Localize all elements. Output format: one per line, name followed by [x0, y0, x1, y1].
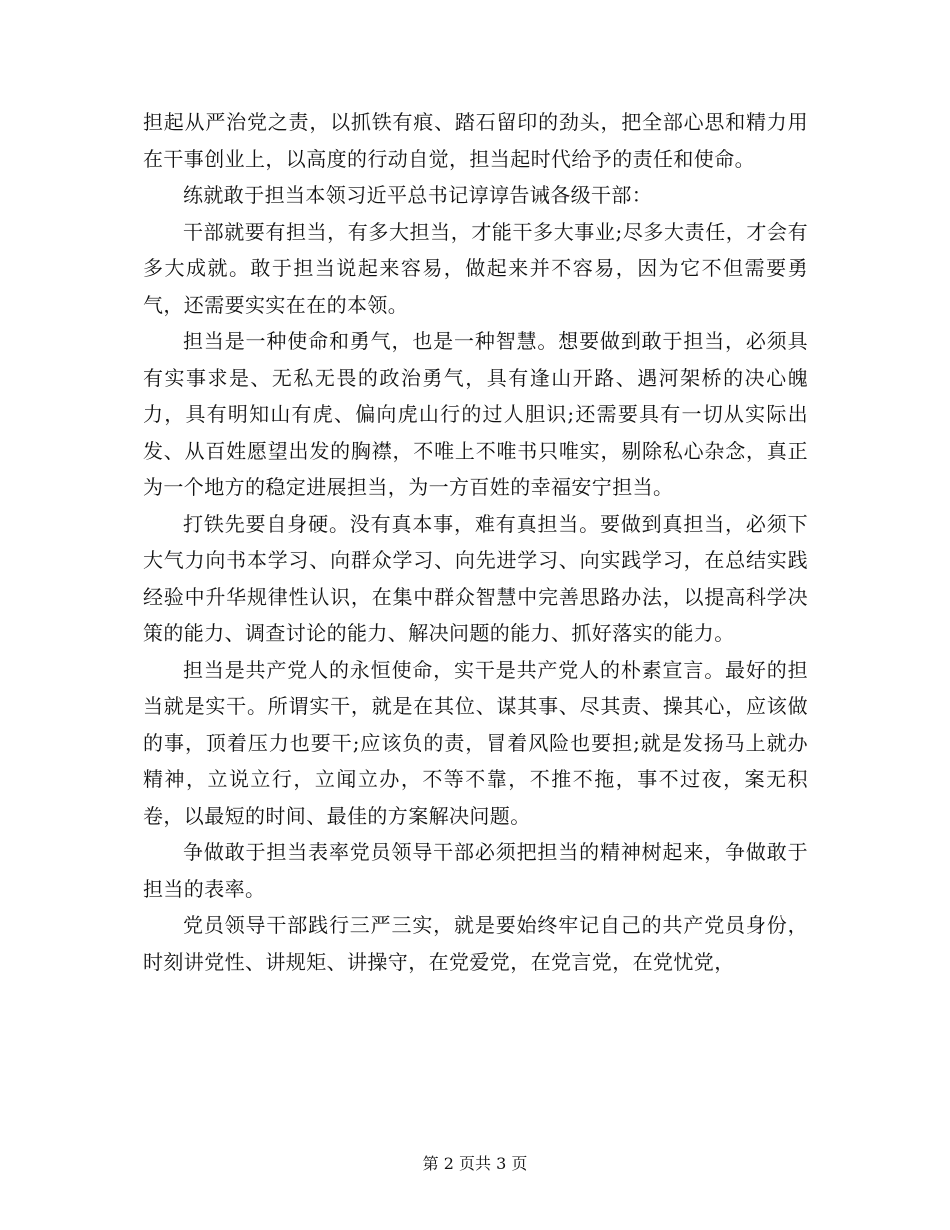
paragraph: 担当是一种使命和勇气，也是一种智慧。想要做到敢于担当，必须具有实事求是、无私无畏的政治勇气，具有逢山开路、遇河架桥的决心魄力，具有明知山有虎、偏向虎山行的过人胆识;还需要具有一切从实际出发、从百姓愿望出发的胸襟，不唯上不唯书只唯实，剔除私心杂念，真正为一个地方的稳定进展担当，为一方百姓的幸福安宁担当。 — [143, 329, 808, 499]
document-body — [143, 104, 808, 980]
paragraph-heading-ability: 练就敢于担当本领习近平总书记谆谆告诫各级干部： — [183, 183, 653, 207]
paragraph-heading-exemplar: 争做敢于担当表率党员领导干部必须把担当的精神树起来，争做敢于担当的表率。 — [143, 840, 808, 901]
paragraph: 干部就要有担当，有多大担当，才能干多大事业;尽多大责任，才会有多大成就。敢于担当说起来容易，做起来并不容易，因为它不但需要勇气，还需要实实在在的本领。 — [143, 219, 808, 317]
paragraph: 担当是共产党人的永恒使命，实干是共产党人的朴素宣言。最好的担当就是实干。所谓实干，就是在其位、谋其事、尽其责、操其心，应该做的事，顶着压力也要干;应该负的责，冒着风险也要担;就是发扬马上就办精神，立说立行，立闻立办，不等不靠，不推不拖，事不过夜，案无积卷，以最短的时间、最佳的方案解决问题。 — [143, 657, 808, 828]
paragraph-continued: 担起从严治党之责，以抓铁有痕、踏石留印的劲头，把全部心思和精力用在干事创业上，以高度的行动自觉，担当起时代给予的责任和使命。 — [143, 110, 808, 171]
page-number-footer: 第 2 页共 3 页 — [422, 1154, 528, 1173]
paragraph: 党员领导干部践行三严三实，就是要始终牢记自己的共产党员身份，时刻讲党性、讲规矩、讲操守，在党爱党，在党言党，在党忧党， — [143, 913, 808, 974]
paragraph: 打铁先要自身硬。没有真本事，难有真担当。要做到真担当，必须下大气力向书本学习、向群众学习、向先进学习、向实践学习，在总结实践经验中升华规律性认识，在集中群众智慧中完善思路办法，以提高科学决策的能力、调查讨论的能力、解决问题的能力、抓好落实的能力。 — [143, 511, 808, 645]
